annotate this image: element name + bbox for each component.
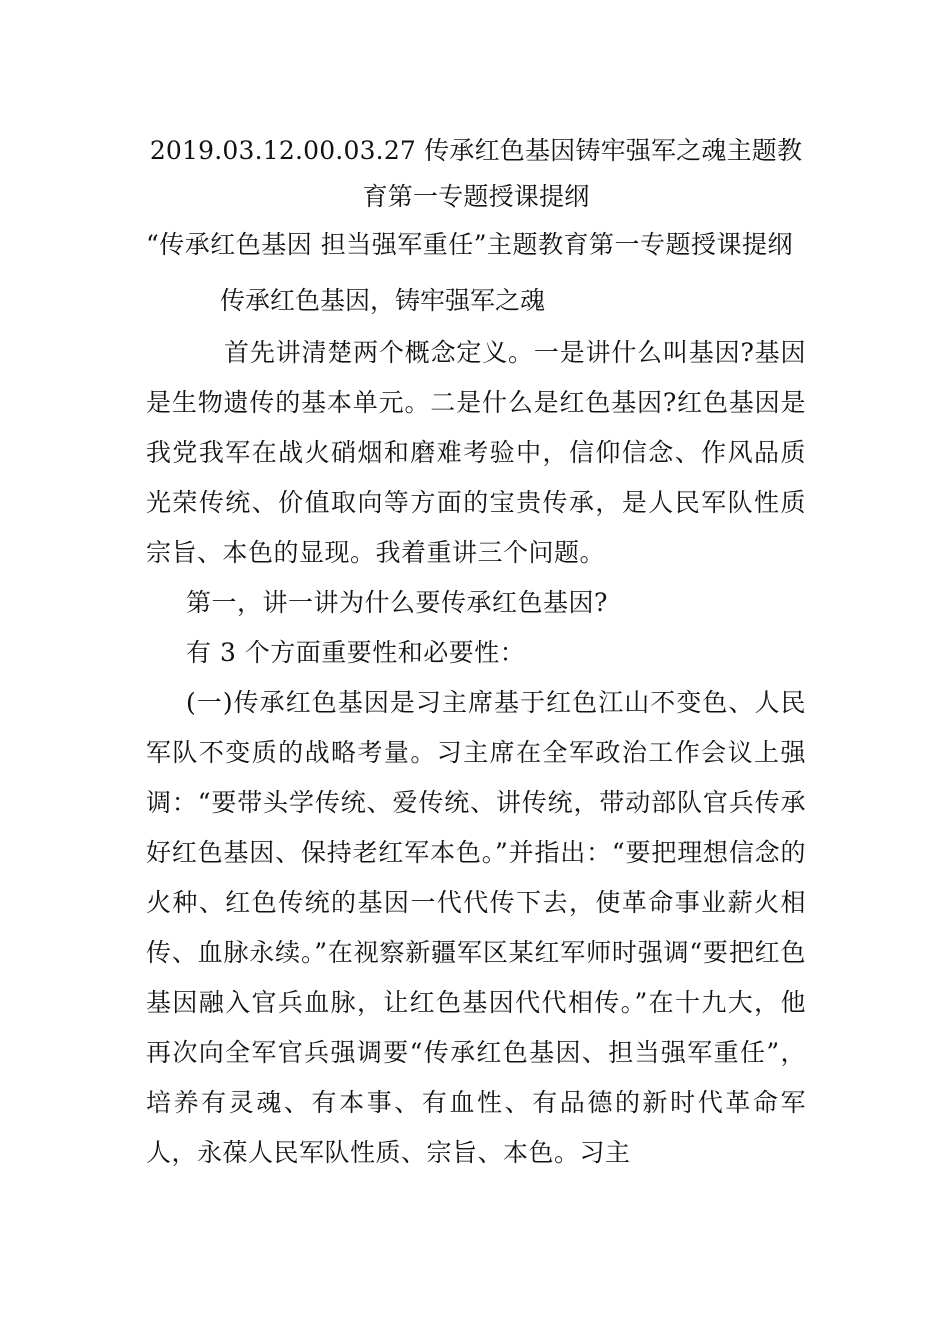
section-heading: 传承红色基因，铸牢强军之魂 [220, 286, 546, 315]
paragraph-point-one: (一)传承红色基因是习主席基于红色江山不变色、人民军队不变质的战略考量。习主席在全军政治工作会议上强调：“要带头学传统、爱传统、讲传统，带动部队官兵传承好红色基因、保持老红军本色。”并指出：“要把理想信念的火种、红色传统的基因一代代传下去，使革命事业薪火相传、血脉永续。”在视察新疆军区某红军师时强调“要把红色基因融入官兵血脉，让红色基因代代相传。”在十九大，他再次向全军官兵强调要“传承红色基因、担当强军重任”，培养有灵魂、有本事、有血性、有品德的新时代革命军人，永葆人民军队性质、宗旨、本色。习主 [146, 688, 806, 1167]
document-title: 2019.03.12.00.03.27 传承红色基因铸牢强军之魂主题教育第一专题授课提纲 [149, 136, 803, 211]
paragraph-intro: 首先讲清楚两个概念定义。一是讲什么叫基因?基因是生物遗传的基本单元。二是什么是红色基因?红色基因是我党我军在战火硝烟和磨难考验中，信仰信念、作风品质光荣传统、价值取向等方面的宝贵传承，是人民军队性质宗旨、本色的显现。我着重讲三个问题。 [146, 338, 806, 567]
paragraph-question-one: 第一，讲一讲为什么要传承红色基因? [186, 588, 608, 617]
document-body [146, 128, 806, 1178]
document-subtitle: “传承红色基因 担当强军重任”主题教育第一专题授课提纲 [146, 230, 794, 259]
paragraph-aspects: 有 3 个方面重要性和必要性： [186, 638, 526, 667]
